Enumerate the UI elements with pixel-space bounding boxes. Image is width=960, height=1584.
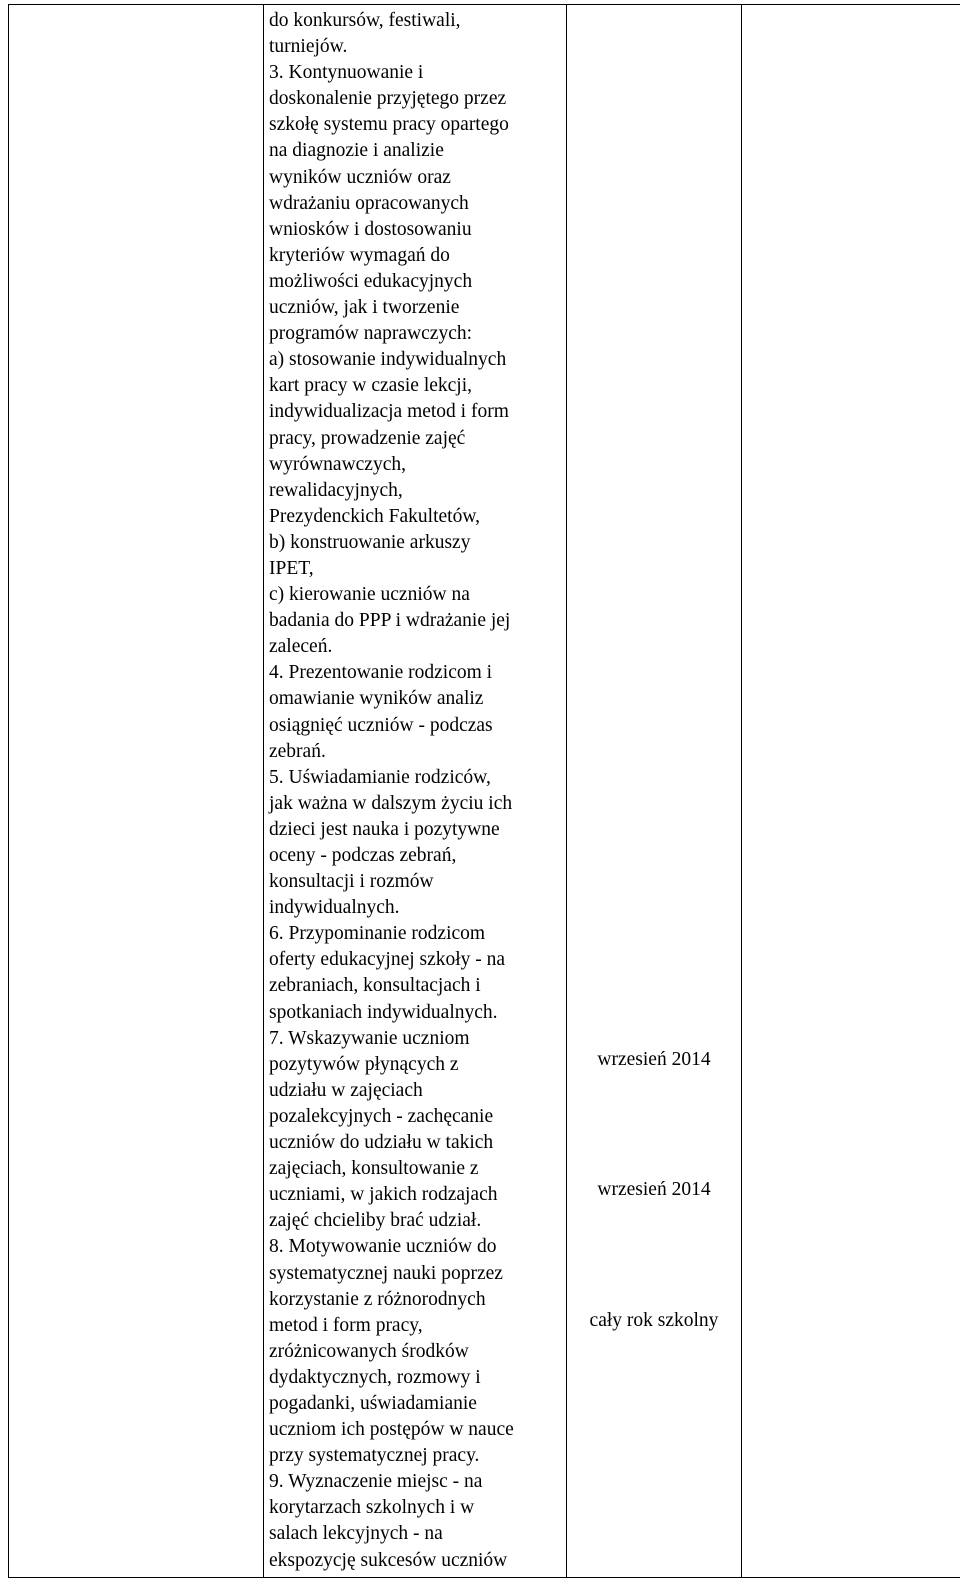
task-line: rewalidacyjnych, — [269, 479, 403, 501]
task-line: oferty edukacyjnej szkoły - na — [269, 949, 506, 971]
task-line: 9. Wyznaczenie miejsc - na — [269, 1471, 483, 1493]
task-line: uczniami, w jakich rodzajach — [269, 1184, 498, 1206]
task-line: 4. Prezentowanie rodzicom i — [269, 662, 493, 684]
task-line: uczniom ich postępów w nauce — [269, 1419, 514, 1441]
task-line: konsultacji i rozmów — [269, 871, 434, 893]
task-line: wyników uczniów oraz — [269, 166, 451, 188]
task-line: ekspozycję sukcesów uczniów — [269, 1549, 508, 1571]
table-row — [9, 5, 960, 1578]
task-line: na diagnozie i analizie — [269, 140, 444, 162]
task-line: uczniów, jak i tworzenie — [269, 297, 460, 319]
task-line: badania do PPP i wdrażanie jej — [269, 610, 511, 632]
task-line: dzieci jest nauka i pozytywne — [269, 818, 500, 840]
task-line: do konkursów, festiwali, — [269, 10, 461, 31]
task-line: b) konstruowanie arkuszy — [269, 531, 471, 553]
task-line: przy systematycznej pracy. — [269, 1445, 480, 1467]
task-line: c) kierowanie uczniów na — [269, 584, 470, 606]
deadline-date: cały rok szkolny — [589, 1310, 719, 1331]
deadline-cell — [567, 5, 742, 1578]
task-line: zaleceń. — [269, 636, 333, 658]
task-line: szkołę systemu pracy opartego — [269, 114, 509, 136]
task-line: indywidualizacja metod i form — [269, 401, 509, 423]
task-line: 8. Motywowanie uczniów do — [269, 1236, 497, 1258]
task-line: zebrań. — [269, 740, 326, 762]
task-line: zebraniach, konsultacjach i — [269, 975, 481, 997]
task-line: pozalekcyjnych - zachęcanie — [269, 1105, 494, 1127]
task-line: pracy, prowadzenie zajęć — [269, 427, 466, 449]
deadline-date: wrzesień 2014 — [597, 1049, 711, 1070]
task-line: turniejów. — [269, 36, 348, 58]
task-line: pogadanki, uświadamianie — [269, 1392, 477, 1414]
task-line: Prezydenckich Fakultetów, — [269, 505, 481, 527]
task-line: indywidualnych. — [269, 897, 400, 919]
task-line: 6. Przypominanie rodzicom — [269, 923, 486, 945]
task-line: udziału w zajęciach — [269, 1079, 423, 1101]
task-line: systematycznej nauki poprzez — [269, 1262, 503, 1284]
task-line: kryteriów wymagań do — [269, 244, 450, 266]
task-line: 3. Kontynuowanie i — [269, 62, 424, 84]
task-line: salach lekcyjnych - na — [269, 1523, 443, 1545]
task-line: spotkaniach indywidualnych. — [269, 1001, 498, 1023]
area-cell — [9, 5, 264, 1578]
task-line: korzystanie z różnorodnych — [269, 1288, 486, 1310]
task-line: zajęciach, konsultowanie z — [269, 1158, 479, 1180]
task-line: możliwości edukacyjnych — [269, 270, 473, 292]
task-line: pozytywów płynących z — [269, 1053, 459, 1075]
tasks-cell — [264, 5, 567, 1578]
task-line: korytarzach szkolnych i w — [269, 1497, 475, 1519]
task-line: programów naprawczych: — [269, 323, 473, 345]
task-line: uczniów do udziału w takich — [269, 1132, 494, 1154]
task-line: zajęć chcieliby brać udział. — [269, 1210, 482, 1232]
task-line: wniosków i dostosowaniu — [269, 218, 472, 240]
task-line: omawianie wyników analiz — [269, 688, 484, 710]
task-line: oceny - podczas zebrań, — [269, 845, 457, 866]
task-line: zróżnicowanych środków — [269, 1340, 469, 1362]
task-line: jak ważna w dalszym życiu ich — [269, 792, 513, 814]
task-line: osiągnięć uczniów - podczas — [269, 714, 493, 736]
task-line: wdrażaniu opracowanych — [269, 192, 469, 214]
task-line: kart pracy w czasie lekcji, — [269, 375, 473, 397]
plan-table — [8, 4, 960, 1578]
task-line: wyrównawczych, — [269, 453, 406, 475]
responsible-cell — [742, 5, 960, 1578]
tasks-text — [269, 8, 561, 1574]
task-line: 5. Uświadamianie rodziców, — [269, 766, 491, 788]
task-line: metod i form pracy, — [269, 1314, 423, 1336]
task-line: doskonalenie przyjętego przez — [269, 88, 507, 110]
deadline-date: wrzesień 2014 — [597, 1179, 711, 1200]
task-line: 7. Wskazywanie uczniom — [269, 1027, 470, 1049]
task-line: IPET, — [269, 557, 314, 579]
task-line: a) stosowanie indywidualnych — [269, 349, 507, 371]
task-line: dydaktycznych, rozmowy i — [269, 1366, 481, 1388]
